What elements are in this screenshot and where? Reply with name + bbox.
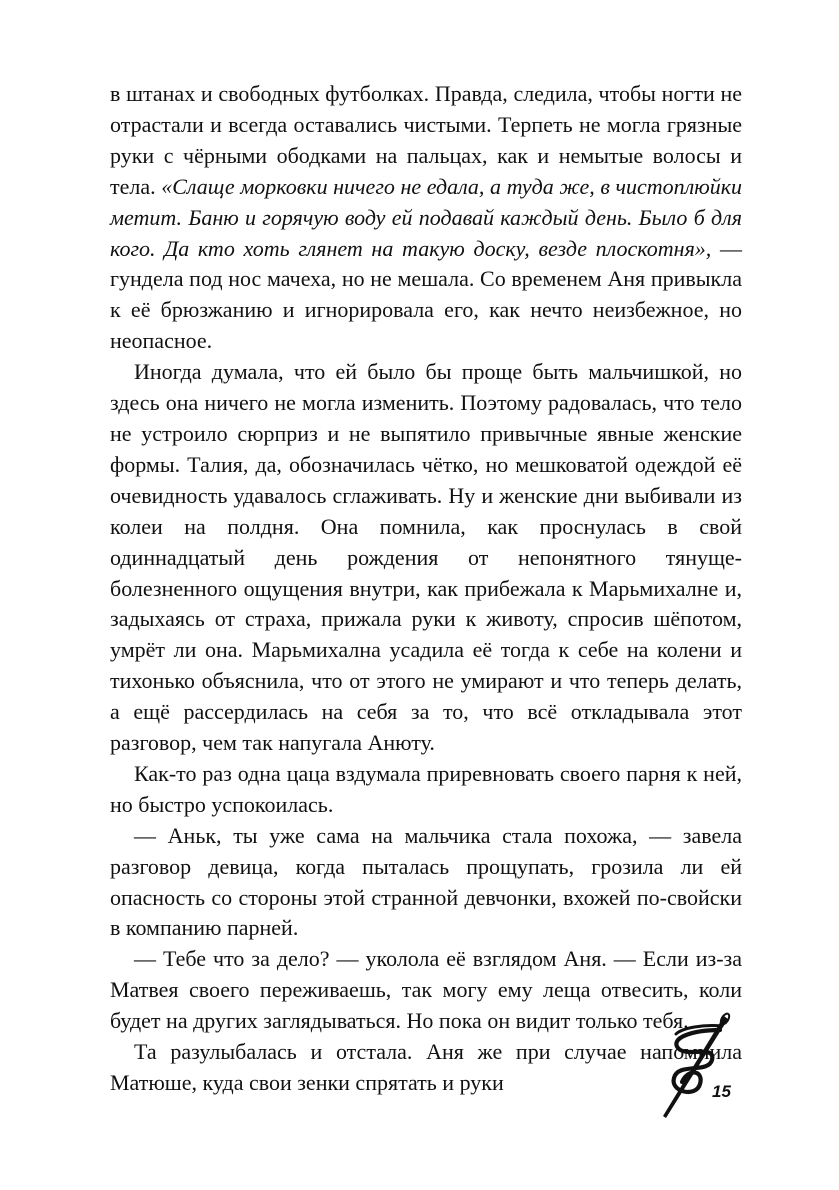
paragraph-1-rest: — гундела под нос мачеха, но не мешала. Со временем Аня привыкла к её брюзжанию и игнорировала его, как нечто неизбежное, но неопасное. xyxy=(110,235,742,354)
needle-and-thread-icon xyxy=(652,1010,742,1122)
body-text xyxy=(110,79,742,1099)
paragraph-1-intro: в штанах и свободных футболках. Правда, следила, чтобы ногти не отрастали и всегда оставались чистыми. Терпеть не могла грязные руки с чёрными ободками на пальцах, как и немытые волосы и тела. xyxy=(110,81,742,199)
paragraph-1 xyxy=(110,79,742,357)
stepmother-quote: «Слаще морковки ничего не едала, а туда же, в чистоплюйки метит. Баню и горячую воду ей подавай каждый день. Было б для кого. Да кто хоть глянет на такую доску, везде плоскотня», xyxy=(110,173,742,261)
page-number: 15 xyxy=(712,1082,731,1101)
paragraph-last: Та разулыбалась и отстала. Аня же при случае напомнила Матюше, куда свои зенки спрятать и руки xyxy=(110,1039,742,1095)
dialogue-line-2: — Тебе что за дело? — уколола её взглядом Аня. — Если из-за Матвея своего переживаешь, так могу ему леща отвесить, коли будет на других заглядываться. Но пока он видит только тебя. xyxy=(110,946,742,1034)
dialogue-line-1: — Аньк, ты уже сама на мальчика стала похожа, — завела разговор девица, когда пыталась прощупать, грозила ли ей опасность со стороны этой странной девчонки, вхожей по-свойски в компанию парней. xyxy=(110,822,742,941)
paragraph-3: Как-то раз одна цаца вздумала приревновать своего парня к ней, но быстро успокоилась. xyxy=(110,760,742,817)
paragraph-2: Иногда думала, что ей было бы проще быть мальчишкой, но здесь она ничего не могла изменить. Поэтому радовалась, что тело не устроило сюрприз и не выпятило привычные явные женские формы. Талия, да, обозначилась чётко, но мешковатой одеждой её очевидность удавалось сглаживать. Ну и женские дни выбивали из колеи на полдня. Она помнила, как проснулась в свой одиннадцатый день рождения от непонятного тянуще-болезненного ощущения внутри, как прибежала к Марьмихалне и, задыхаясь от страха, прижала руки к животу, спросив шёпотом, умрёт ли она. Марьмихална усадила её тогда к себе на колени и тихонько объяснила, что от этого не умирают и что теперь делать, а ещё рассердилась на себя за то, что всё откладывала этот разговор, чем так напугала Анюту. xyxy=(110,359,742,756)
